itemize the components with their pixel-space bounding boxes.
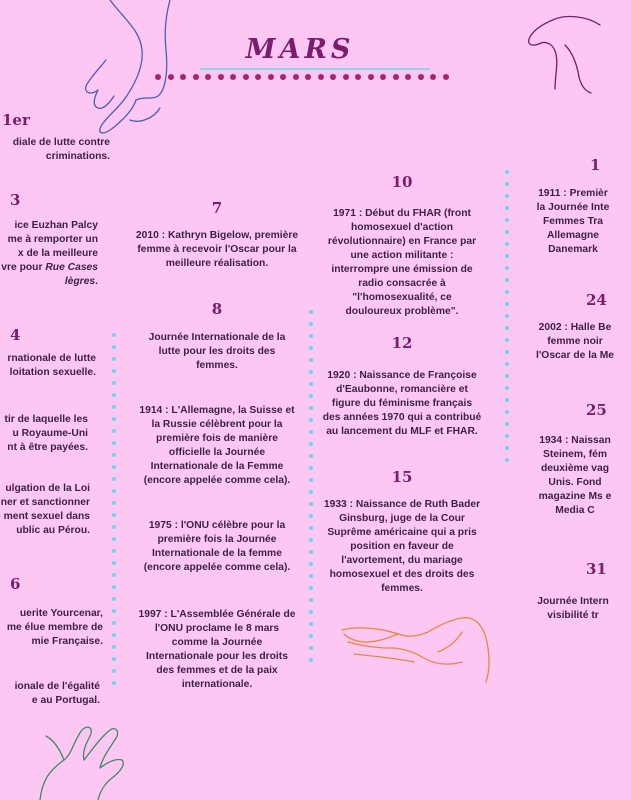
separator-dot — [505, 290, 509, 294]
separator-dot — [112, 669, 116, 673]
separator-dots-1 — [112, 333, 116, 685]
title-dot — [293, 74, 299, 80]
separator-dot — [505, 446, 509, 450]
separator-dot — [309, 382, 313, 386]
title-dot — [430, 74, 436, 80]
day-1-right: 1 — [590, 156, 601, 174]
separator-dot — [309, 526, 313, 530]
separator-dot — [112, 393, 116, 397]
separator-dot — [505, 278, 509, 282]
title-dot — [255, 74, 261, 80]
title-dot — [418, 74, 424, 80]
separator-dot — [112, 597, 116, 601]
entry-8-d: 1997 : L'Assemblée Générale de l'ONU proclame le 8 mars comme la Journée Internationale pour les droits des femmes et de la paix internationale. — [138, 609, 296, 690]
title-dot — [180, 74, 186, 80]
separator-dot — [309, 610, 313, 614]
title-dot — [193, 74, 199, 80]
separator-dot — [309, 394, 313, 398]
title-dot — [443, 74, 449, 80]
separator-dot — [309, 406, 313, 410]
day-4: 4 — [10, 326, 21, 344]
separator-dot — [112, 513, 116, 517]
separator-dot — [505, 194, 509, 198]
hand-bottom-drawing-icon — [20, 710, 130, 800]
entry-24: 2002 : Halle Be femme noir l'Oscar de la Me — [536, 322, 614, 361]
separator-dot — [309, 622, 313, 626]
separator-dot — [505, 266, 509, 270]
title-dot — [218, 74, 224, 80]
separator-dot — [112, 405, 116, 409]
title-dot — [205, 74, 211, 80]
entry-3: ice Euzhan Palcy me à remporter un x de la meilleure vre pour Rue Cases lègres. — [1, 220, 98, 287]
separator-dot — [112, 417, 116, 421]
entry-15: 1933 : Naissance de Ruth Bader Ginsburg, juge de la Cour Suprême américaine qui a pris position en faveur de l'avortement, du mariage homosexuel et des droits des femmes. — [323, 499, 481, 594]
day-8: 8 — [211, 300, 223, 318]
entry-1-right: 1911 : Premièr la Journée Inte Femmes Tra Allemagne Danemark — [536, 188, 610, 255]
separator-dot — [309, 358, 313, 362]
title-dot — [330, 74, 336, 80]
title-dot — [243, 74, 249, 80]
separator-dot — [112, 489, 116, 493]
title-dot — [393, 74, 399, 80]
entry-4-a: rnationale de lutte loitation sexuelle. — [7, 353, 96, 378]
title-dot — [268, 74, 274, 80]
day-15: 15 — [391, 468, 413, 486]
entry-8-b: 1914 : L'Allemagne, la Suisse et la Russie célèbrent pour la première fois de manière officielle la Journée Internationale de la Femme (encore appelée comme cela). — [139, 405, 295, 486]
separator-dot — [309, 454, 313, 458]
separator-dot — [309, 334, 313, 338]
separator-dot — [505, 206, 509, 210]
separator-dot — [309, 598, 313, 602]
separator-dot — [309, 658, 313, 662]
separator-dot — [112, 501, 116, 505]
separator-dot — [309, 322, 313, 326]
entry-6-b: ionale de l'égalité e au Portugal. — [14, 681, 100, 706]
separator-dot — [112, 609, 116, 613]
title-dot-row — [155, 74, 455, 84]
separator-dot — [112, 381, 116, 385]
day-25: 25 — [586, 401, 607, 419]
title-dot — [355, 74, 361, 80]
separator-dot — [112, 453, 116, 457]
separator-dot — [112, 357, 116, 361]
separator-dot — [112, 333, 116, 337]
separator-dot — [112, 465, 116, 469]
separator-dot — [505, 302, 509, 306]
separator-dot — [505, 218, 509, 222]
entry-25: 1934 : Naissan Steinem, fém deuxième vag Unis. Fond magazine Ms e Media C — [538, 435, 612, 516]
day-6: 6 — [10, 575, 21, 593]
separator-dot — [309, 538, 313, 542]
separator-dot — [505, 422, 509, 426]
separator-dot — [309, 346, 313, 350]
hand-top-drawing-icon — [70, 0, 190, 140]
separator-dot — [112, 561, 116, 565]
day-7: 7 — [211, 199, 223, 217]
title-underline — [200, 68, 430, 70]
entry-8-c: 1975 : l'ONU célèbre pour la première fois la Journée Internationale de la femme (encore appelée comme cela). — [143, 520, 291, 573]
separator-dot — [112, 657, 116, 661]
separator-dot — [505, 242, 509, 246]
separator-dot — [505, 170, 509, 174]
title-dot — [343, 74, 349, 80]
separator-dot — [505, 362, 509, 366]
title-dot — [168, 74, 174, 80]
day-31: 31 — [586, 560, 607, 578]
entry-4-b: tir de laquelle les u Royaume-Uni nt à être payées. — [4, 414, 88, 453]
entry-1er: diale de lutte contre criminations. — [12, 137, 110, 162]
separator-dot — [309, 430, 313, 434]
title-dot — [280, 74, 286, 80]
separator-dot — [505, 434, 509, 438]
title-dot — [230, 74, 236, 80]
separator-dot — [309, 550, 313, 554]
title-dot — [318, 74, 324, 80]
separator-dot — [505, 386, 509, 390]
separator-dot — [112, 537, 116, 541]
separator-dot — [505, 314, 509, 318]
separator-dot — [309, 574, 313, 578]
separator-dot — [309, 502, 313, 506]
separator-dot — [309, 646, 313, 650]
separator-dot — [112, 429, 116, 433]
separator-dot — [309, 586, 313, 590]
separator-dot — [309, 562, 313, 566]
separator-dot — [112, 477, 116, 481]
separator-dot — [112, 585, 116, 589]
entry-8-a: Journée Internationale de la lutte pour les droits des femmes. — [148, 332, 286, 371]
separator-dot — [505, 398, 509, 402]
title-dot — [380, 74, 386, 80]
separator-dot — [309, 466, 313, 470]
entry-7: 2010 : Kathryn Bigelow, première femme à recevoir l'Oscar pour la meilleure réalisation. — [135, 230, 299, 269]
day-12: 12 — [391, 334, 413, 352]
separator-dot — [505, 350, 509, 354]
day-10: 10 — [391, 173, 413, 191]
separator-dot — [112, 441, 116, 445]
separator-dot — [309, 478, 313, 482]
separator-dot — [505, 410, 509, 414]
title-dot — [155, 74, 161, 80]
separator-dot — [309, 634, 313, 638]
title-dot — [405, 74, 411, 80]
day-3: 3 — [10, 191, 21, 209]
separator-dot — [112, 525, 116, 529]
title-dot — [305, 74, 311, 80]
entry-10: 1971 : Début du FHAR (front homosexuel d'action révolutionnaire) en France par une action militante : interrompre une émission de radio consacrée à "l'homosexualité, ce douloureux problème". — [327, 208, 477, 317]
separator-dot — [112, 621, 116, 625]
separator-dot — [309, 418, 313, 422]
separator-dot — [505, 230, 509, 234]
separator-dot — [505, 326, 509, 330]
day-1er: 1er — [2, 111, 30, 129]
separator-dot — [112, 549, 116, 553]
separator-dot — [505, 254, 509, 258]
separator-dot — [505, 338, 509, 342]
separator-dot — [112, 633, 116, 637]
separator-dot — [112, 345, 116, 349]
separator-dot — [112, 369, 116, 373]
separator-dot — [112, 573, 116, 577]
separator-dot — [112, 681, 116, 685]
separator-dot — [309, 442, 313, 446]
hand-open-drawing-icon — [338, 612, 498, 694]
title-dot — [368, 74, 374, 80]
separator-dot — [309, 514, 313, 518]
entry-12: 1920 : Naissance de Françoise d'Eaubonne, romancière et figure du féminisme français des années 1970 qui a contribué au lancement du MLF et FHAR. — [322, 370, 482, 437]
separator-dots-3 — [505, 170, 509, 470]
separator-dot — [505, 182, 509, 186]
separator-dot — [112, 645, 116, 649]
separator-dot — [505, 458, 509, 462]
separator-dot — [505, 374, 509, 378]
separator-dot — [309, 490, 313, 494]
entry-6-a: uerite Yourcenar, me élue membre de mie Française. — [6, 608, 103, 647]
separator-dot — [309, 370, 313, 374]
day-24: 24 — [586, 291, 607, 309]
entry-4-c: ulgation de la Loi ner et sanctionner ment sexuel dans ublic au Pérou. — [0, 483, 90, 536]
page-title: MARS — [245, 34, 355, 65]
entry-31: Journée Intern visibilité tr — [537, 596, 609, 621]
separator-dot — [309, 310, 313, 314]
separator-dots-2 — [309, 310, 313, 660]
